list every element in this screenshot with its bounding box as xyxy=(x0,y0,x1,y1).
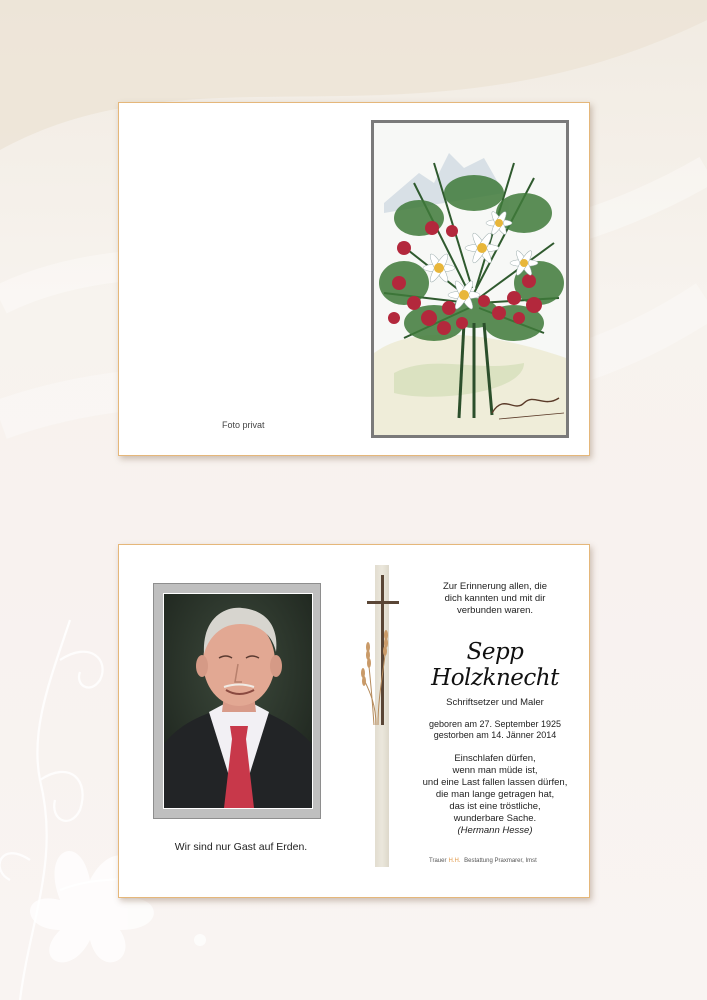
intro-line: dich kannten und mit dir xyxy=(444,593,546,604)
poem-line: Einschlafen dürfen, xyxy=(454,753,536,764)
intro-line: verbunden waren. xyxy=(456,605,534,616)
poem-line: wunderbare Sache. xyxy=(453,813,537,824)
footer-text: Bestattung Praxmarer, Imst xyxy=(464,858,537,864)
poem-author: (Hermann Hesse) xyxy=(457,825,533,836)
card-front xyxy=(118,102,590,456)
funeral-home-credit xyxy=(429,858,537,864)
card-inside xyxy=(118,544,590,898)
footer-brand: H.H. xyxy=(448,858,461,864)
poem-line: und eine Last fallen lassen dürfen, xyxy=(422,777,568,788)
poem xyxy=(405,753,585,837)
poem-line: die man lange getragen hat, xyxy=(435,789,555,800)
intro-line: Zur Erinnerung allen, die xyxy=(442,581,548,592)
poem-line: das ist eine tröstliche, xyxy=(449,801,541,812)
portrait-photo xyxy=(163,593,313,809)
flower-painting xyxy=(371,120,569,438)
motto-text: Wir sind nur Gast auf Erden. xyxy=(174,841,308,853)
poem-line: wenn man müde ist, xyxy=(452,765,538,776)
cross-with-wheat-icon xyxy=(360,575,408,735)
life-dates xyxy=(405,719,585,741)
portrait-frame xyxy=(153,583,321,819)
footer-prefix: Trauer xyxy=(429,858,447,864)
photo-credit: Foto privat xyxy=(222,420,265,430)
occupation: Schriftsetzer und Maler xyxy=(446,697,544,708)
death-date: gestorben am 14. Jänner 2014 xyxy=(433,730,557,740)
birth-date: geboren am 27. September 1925 xyxy=(428,719,562,729)
obituary-text xyxy=(405,581,585,837)
deceased-name: Sepp Holzknecht xyxy=(431,639,559,691)
intro-text xyxy=(405,581,585,617)
